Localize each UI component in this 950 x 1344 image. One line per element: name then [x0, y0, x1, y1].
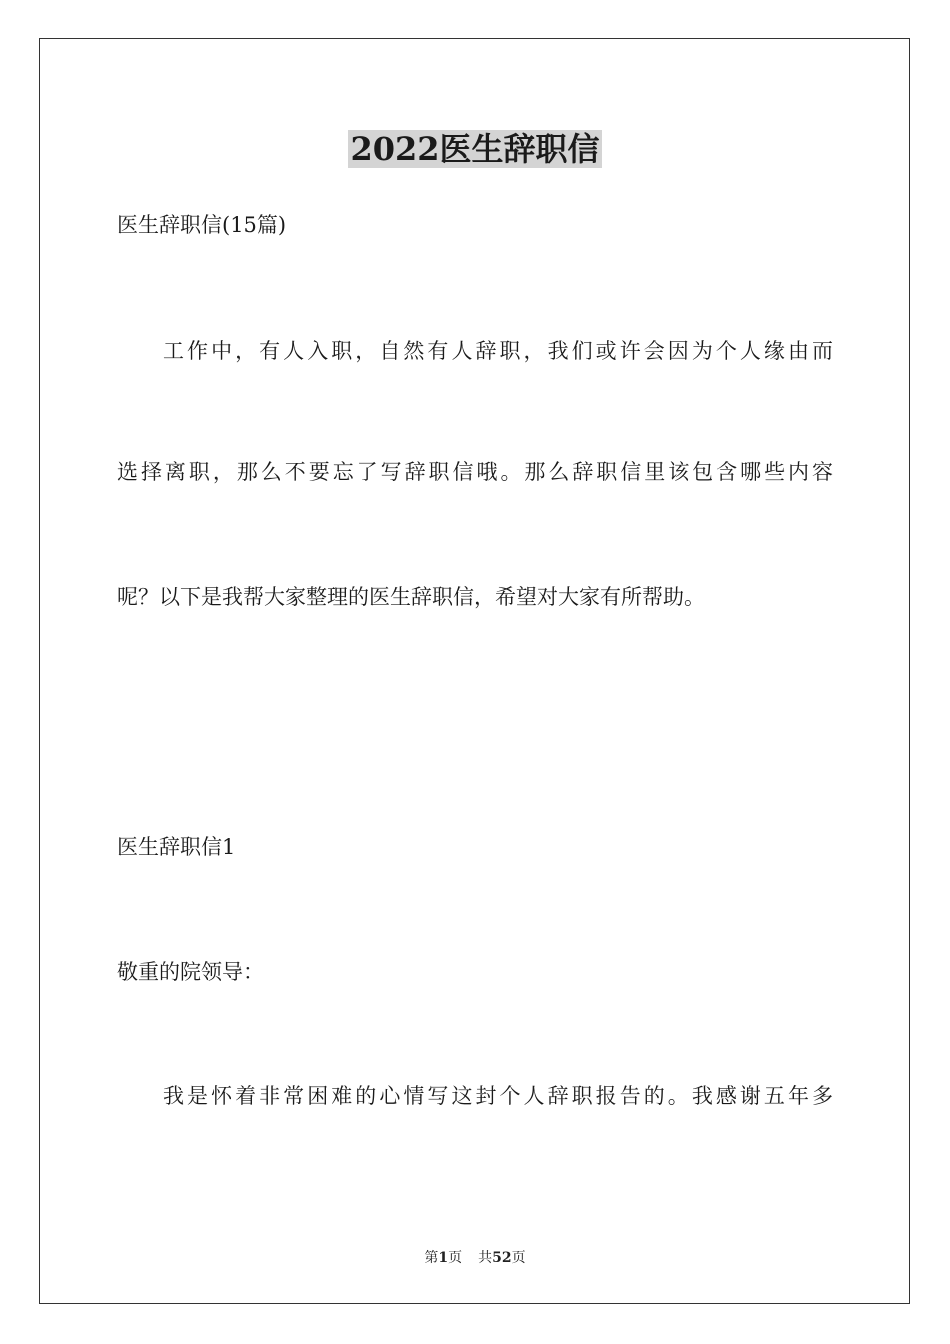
document-title: [0, 128, 950, 170]
page-footer: [0, 1248, 950, 1268]
page-number: 1: [438, 1250, 449, 1266]
page-suffix: 页: [448, 1250, 463, 1266]
intro-paragraph-line-2: 选择离职，那么不要忘了写辞职信哦。那么辞职信里该包含哪些内容: [117, 460, 833, 484]
section-heading: 医生辞职信1: [117, 835, 236, 859]
intro-paragraph-line-1: 工作中，有人入职，自然有人辞职，我们或许会因为个人缘由而: [163, 339, 833, 363]
body-paragraph-line-1: 我是怀着非常困难的心情写这封个人辞职报告的。我感谢五年多: [163, 1084, 833, 1108]
total-prefix: 共: [478, 1250, 493, 1266]
salutation: 敬重的院领导：: [117, 960, 264, 984]
document-subtitle: 医生辞职信(15篇): [117, 213, 287, 237]
total-suffix: 页: [511, 1250, 526, 1266]
total-pages: 52: [492, 1250, 512, 1266]
intro-paragraph-line-3: 呢？以下是我帮大家整理的医生辞职信，希望对大家有所帮助。: [117, 585, 705, 609]
document-title-text: 2022医生辞职信: [350, 130, 600, 168]
page-prefix: 第: [424, 1250, 439, 1266]
